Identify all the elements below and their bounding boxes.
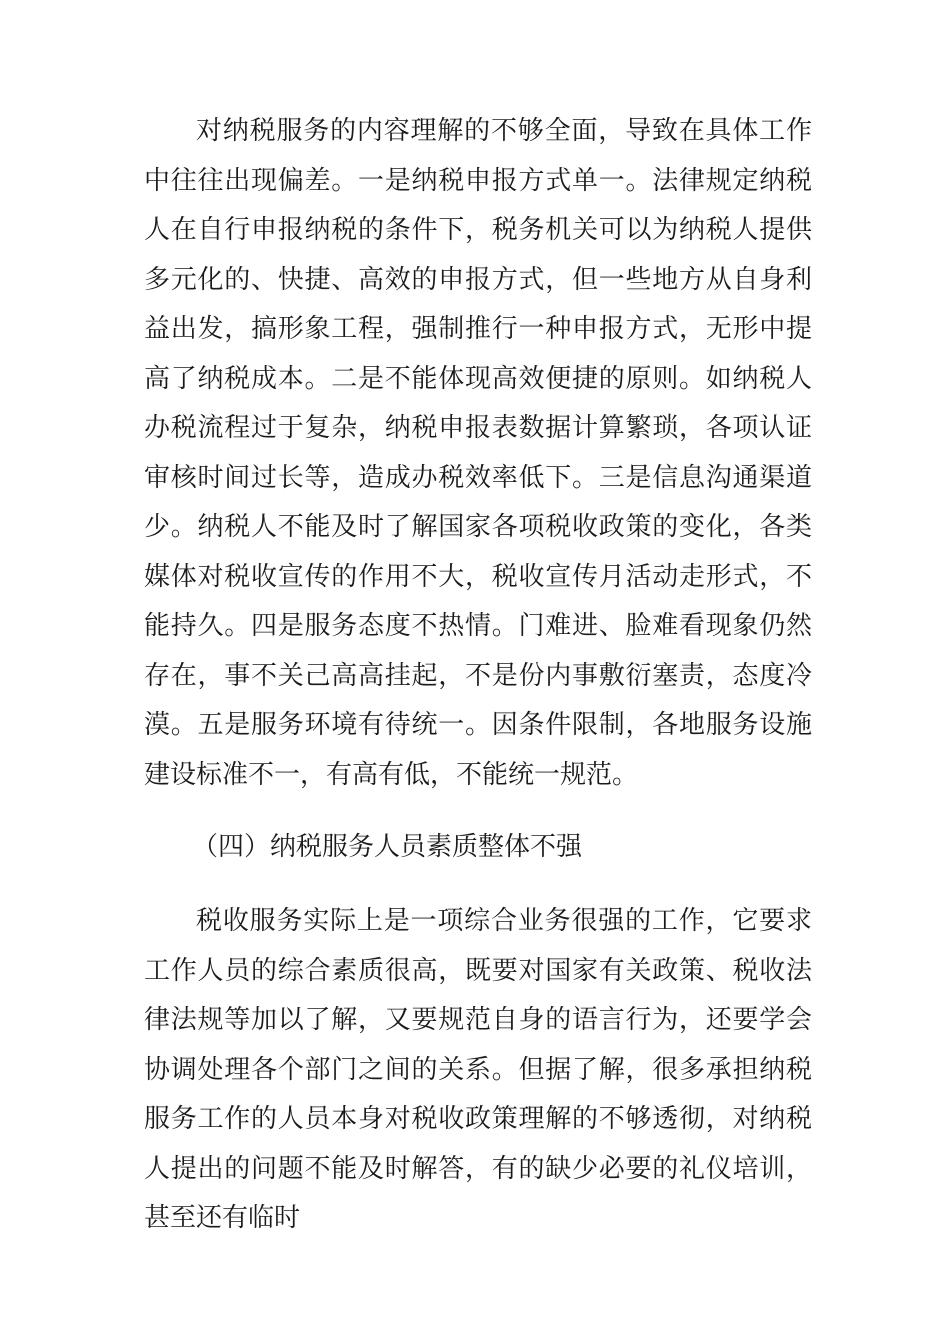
body-paragraph: 税收服务实际上是一项综合业务很强的工作，它要求工作人员的综合素质很高，既要对国家有关政策、税收法律法规等加以了解，又要规范自身的语言行为，还要学会协调处理各个部门之间的关系。但据了解，很多承担纳税服务工作的人员本身对税收政策理解的不够透彻，对纳税人提出的问题不能及时解答，有的缺少必要的礼仪培训，甚至还有临时 <box>144 906 812 1233</box>
body-paragraph: 对纳税服务的内容理解的不够全面，导致在具体工作中往往出现偏差。一是纳税申报方式单一。法律规定纳税人在自行申报纳税的条件下，税务机关可以为纳税人提供多元化的、快捷、高效的申报方式，但一些地方从自身利益出发，搞形象工程，强制推行一种申报方式，无形中提高了纳税成本。二是不能体现高效便捷的原则。如纳税人办税流程过于复杂，纳税申报表数据计算繁琐，各项认证审核时间过长等，造成办税效率低下。三是信息沟通渠道少。纳税人不能及时了解国家各项税收政策的变化，各类媒体对税收宣传的作用不大，税收宣传月活动走形式，不能持久。四是服务态度不热情。门难进、脸难看现象仍然存在，事不关己高高挂起，不是份内事敷衍塞责，态度冷漠。五是服务环境有待统一。因条件限制，各地服务设施建设标准不一，有高有低，不能统一规范。 <box>144 116 812 790</box>
section-heading: （四）纳税服务人员素质整体不强 <box>192 832 583 862</box>
